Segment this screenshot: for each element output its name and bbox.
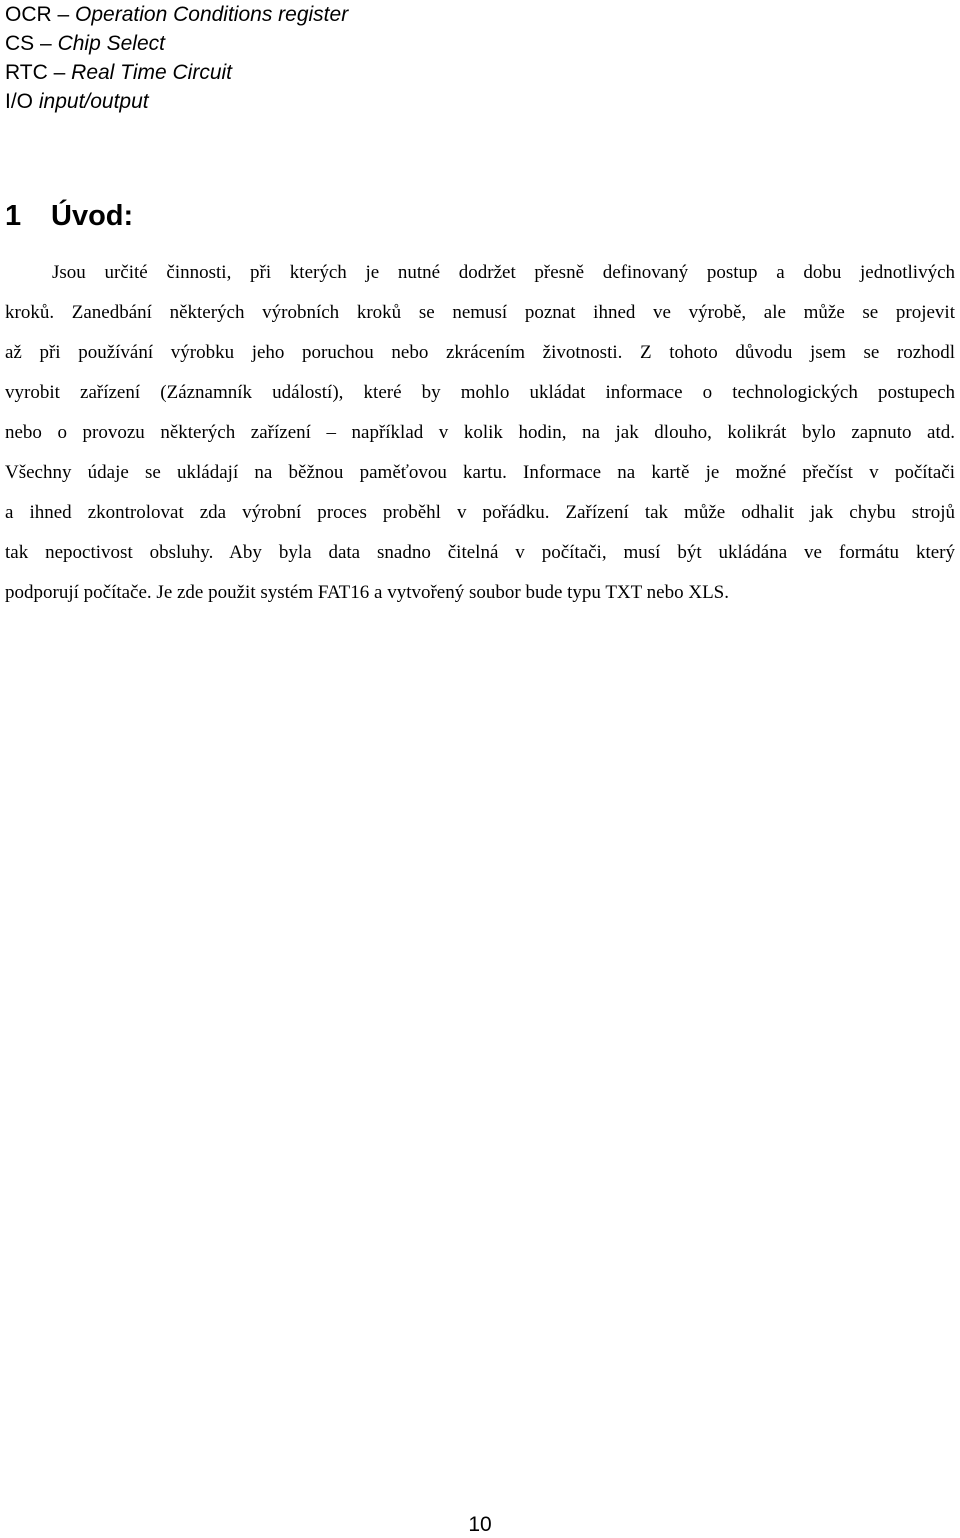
abbreviation-code: I/O [5,90,34,113]
paragraph-line: Všechny údaje se ukládají na běžnou paměťovou kartu. Informace na kartě je možné přečíst v počítači [5,462,955,483]
abbreviation-meaning: Real Time Circuit [71,61,232,84]
section-title: Úvod: [51,200,134,232]
abbreviation-meaning: input/output [38,90,149,113]
paragraph-line: tak nepoctivost obsluhy. Aby byla data snadno čitelná v počítači, musí být ukládána ve formátu který [5,542,955,563]
paragraph-line: nebo o provozu některých zařízení – například v kolik hodin, na jak dlouho, kolikrát bylo zapnuto atd. [5,422,955,443]
abbreviation-meaning: Operation Conditions register [75,3,349,26]
abbreviation-row-ocr [5,0,605,29]
abbreviation-list [5,0,605,116]
abbreviation-dash: – [40,32,52,55]
abbreviation-row-io [5,87,605,116]
paragraph-line: vyrobit zařízení (Záznamník událostí), které by mohlo ukládat informace o technologických postupech [5,382,955,403]
section-number: 1 [5,200,22,232]
page-number: 10 [468,1513,492,1536]
abbreviation-dash: – [53,61,66,84]
abbreviation-row-cs [5,29,605,58]
paragraph-line: podporují počítače. Je zde použit systém FAT16 a vytvořený soubor bude typu TXT nebo XLS. [5,582,729,603]
abbreviation-code: OCR [5,3,52,26]
abbreviation-row-rtc [5,58,605,87]
paragraph-line: Jsou určité činnosti, při kterých je nutné dodržet přesně definovaný postup a dobu jednotlivých [52,262,955,283]
abbreviation-code: CS [5,32,35,55]
abbreviation-dash: – [57,3,70,26]
section-heading [5,196,133,236]
paragraph-line: kroků. Zanedbání některých výrobních kroků se nemusí poznat ihned ve výrobě, ale může se projevit [5,302,955,323]
abbreviation-code: RTC [5,61,48,84]
paragraph-line: a ihned zkontrolovat zda výrobní proces proběhl v pořádku. Zařízení tak může odhalit jak chybu strojů [5,502,955,523]
intro-paragraph [5,253,955,613]
paragraph-line: až při používání výrobku jeho poruchou nebo zkrácením životnosti. Z tohoto důvodu jsem se rozhodl [5,342,955,363]
abbreviation-meaning: Chip Select [57,32,165,55]
